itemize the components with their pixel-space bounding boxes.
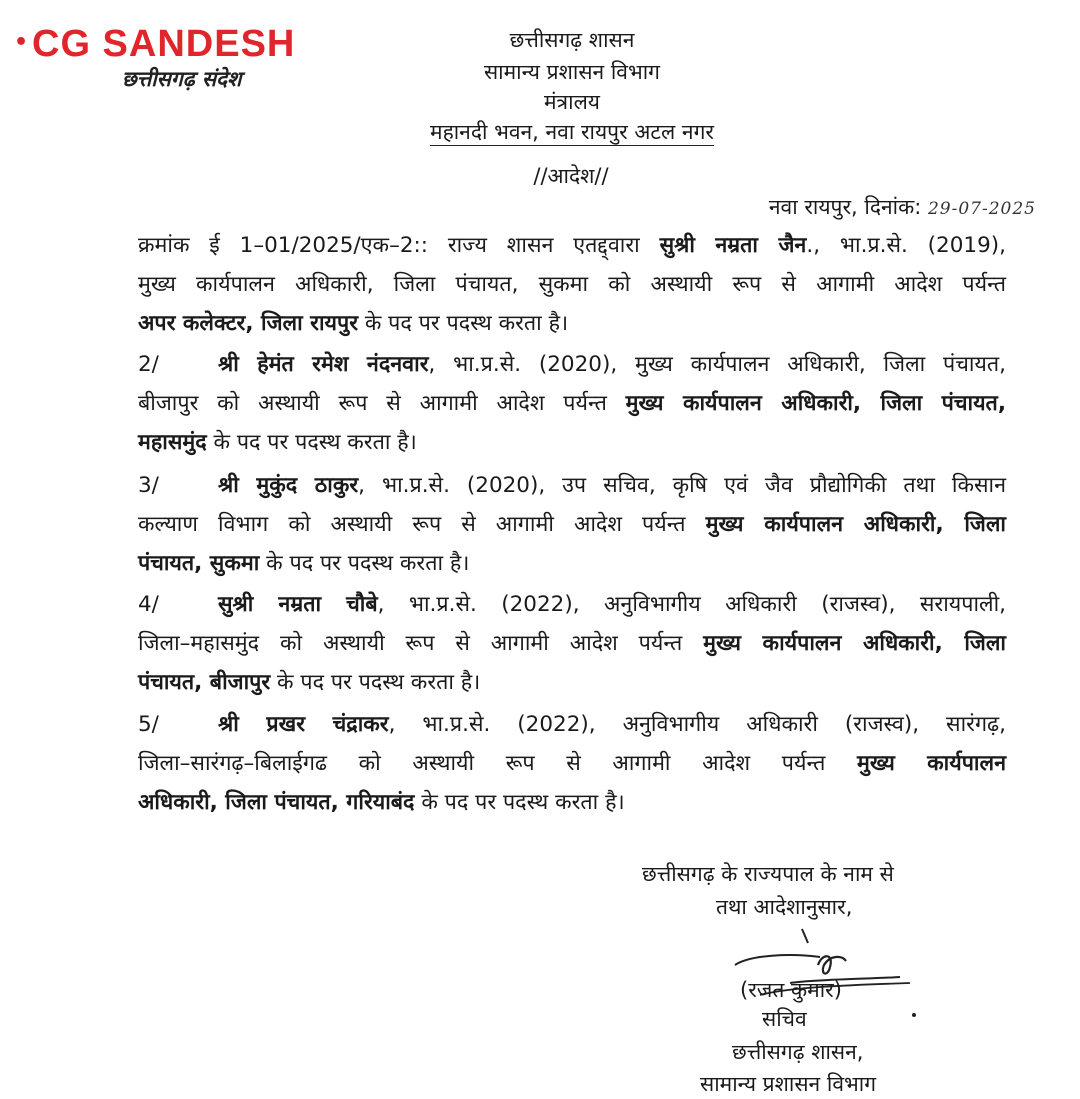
- header-address: [32, 118, 1080, 146]
- new-post-place: पंचायत, सुकमा: [138, 551, 260, 576]
- header-ministry: मंत्रालय: [543, 90, 600, 114]
- para-number: 4/: [138, 592, 159, 617]
- officer-name: श्री हेमंत रमेश नंदनवार: [218, 352, 429, 377]
- signatory-name: (रजत कुमार): [740, 978, 842, 1002]
- paragraph-3: [138, 466, 1006, 583]
- new-post-place: अधिकारी, जिला पंचायत, गरियाबंद: [138, 790, 415, 815]
- order-title: //आदेश//: [533, 164, 609, 188]
- dateline-label: नवा रायपुर, दिनांक:: [768, 195, 922, 219]
- signature-authority-line-2: तथा आदेशानुसार,: [716, 895, 853, 919]
- signature-authority-line-1: छत्तीसगढ़ के राज्यपाल के नाम से: [642, 862, 894, 886]
- p3-line-3: पंचायत, सुकमा के पद पर पदस्थ करता है।: [138, 551, 470, 576]
- header-government: छत्तीसगढ़ शासन: [509, 28, 635, 52]
- p1-line-3: अपर कलेक्टर, जिला रायपुर के पद पर पदस्थ करता है।: [138, 311, 569, 336]
- p5-line-2: जिला–सारंगढ़–बिलाईगढ को अस्थायी रूप से आगामी आदेश पर्यन्त मुख्य कार्यपालन: [138, 751, 1006, 776]
- new-post: मुख्य कार्यपालन: [856, 751, 1006, 776]
- paragraph-2: [138, 345, 1006, 462]
- officer-name: सुश्री नम्रता जैन: [659, 233, 807, 258]
- handwritten-signature-icon: [730, 925, 930, 1025]
- header-address-text: महानदी भवन, नवा रायपुर अटल नगर: [430, 120, 714, 144]
- new-post: मुख्य कार्यपालन अधिकारी, जिला पंचायत,: [625, 391, 1006, 416]
- new-post-place: महासमुंद: [138, 430, 207, 455]
- officer-name: श्री मुकुंद ठाकुर: [218, 473, 359, 498]
- para-number: 3/: [138, 473, 159, 498]
- header-department: सामान्य प्रशासन विभाग: [483, 60, 661, 84]
- dateline: [769, 193, 1036, 223]
- p2-line-3: महासमुंद के पद पर पदस्थ करता है।: [138, 430, 417, 455]
- officer-name: श्री प्रखर चंद्राकर: [218, 712, 389, 737]
- signatory-government: छत्तीसगढ़ शासन,: [732, 1040, 864, 1064]
- new-post: अपर कलेक्टर, जिला रायपुर: [138, 311, 358, 336]
- paragraph-5: [138, 705, 1006, 822]
- p5-line-3: अधिकारी, जिला पंचायत, गरियाबंद के पद पर पदस्थ करता है।: [138, 790, 625, 815]
- signatory-designation: सचिव: [762, 1007, 807, 1031]
- para-number: 5/: [138, 712, 159, 737]
- p3-line-1: 3/ श्री मुकुंद ठाकुर, भा.प्र.से. (2020), उप सचिव, कृषि एवं जैव प्रौद्योगिकी तथा किसान: [138, 466, 1006, 505]
- paragraph-1: [138, 226, 1006, 343]
- p3-line-2: कल्याण विभाग को अस्थायी रूप से आगामी आदेश पर्यन्त मुख्य कार्यपालन अधिकारी, जिला: [138, 512, 1006, 537]
- p4-line-3: पंचायत, बीजापुर के पद पर पदस्थ करता है।: [138, 670, 481, 695]
- p1-line-1: क्रमांक ई 1–01/2025/एक–2:: राज्य शासन एतद्द्वारा सुश्री नम्रता जैन., भा.प्र.से. (2019),: [138, 233, 1006, 258]
- p2-line-2: बीजापुर को अस्थायी रूप से आगामी आदेश पर्यन्त मुख्य कार्यपालन अधिकारी, जिला पंचायत,: [138, 391, 1006, 416]
- signatory-department: सामान्य प्रशासन विभाग: [700, 1072, 877, 1096]
- p2-line-1: 2/ श्री हेमंत रमेश नंदनवार, भा.प्र.से. (2020), मुख्य कार्यपालन अधिकारी, जिला पंचायत,: [138, 345, 1006, 384]
- logo-mark: •: [14, 30, 29, 55]
- p1-line-2: मुख्य कार्यपालन अधिकारी, जिला पंचायत, सुकमा को अस्थायी रूप से आगामी आदेश पर्यन्त: [138, 272, 1006, 297]
- p4-line-1: 4/ सुश्री नम्रता चौबे, भा.प्र.से. (2022), अनुविभागीय अधिकारी (राजस्व), सरायपाली,: [138, 585, 1006, 624]
- para-number: 2/: [138, 352, 159, 377]
- handwritten-date: 29-07-2025: [927, 199, 1036, 219]
- new-post: मुख्य कार्यपालन अधिकारी, जिला: [705, 512, 1006, 537]
- new-post: मुख्य कार्यपालन अधिकारी, जिला: [703, 631, 1006, 656]
- logo-brand: CG SANDESH: [32, 23, 296, 65]
- logo-tagline: छत्तीसगढ़ संदेश: [122, 67, 242, 91]
- paragraph-4: [138, 585, 1006, 702]
- p5-line-1: 5/ श्री प्रखर चंद्राकर, भा.प्र.से. (2022), अनुविभागीय अधिकारी (राजस्व), सारंगढ़,: [138, 705, 1006, 744]
- new-post-place: पंचायत, बीजापुर: [138, 670, 271, 695]
- officer-name: सुश्री नम्रता चौबे: [218, 592, 378, 617]
- p4-line-2: जिला–महासमुंद को अस्थायी रूप से आगामी आदेश पर्यन्त मुख्य कार्यपालन अधिकारी, जिला: [138, 631, 1006, 656]
